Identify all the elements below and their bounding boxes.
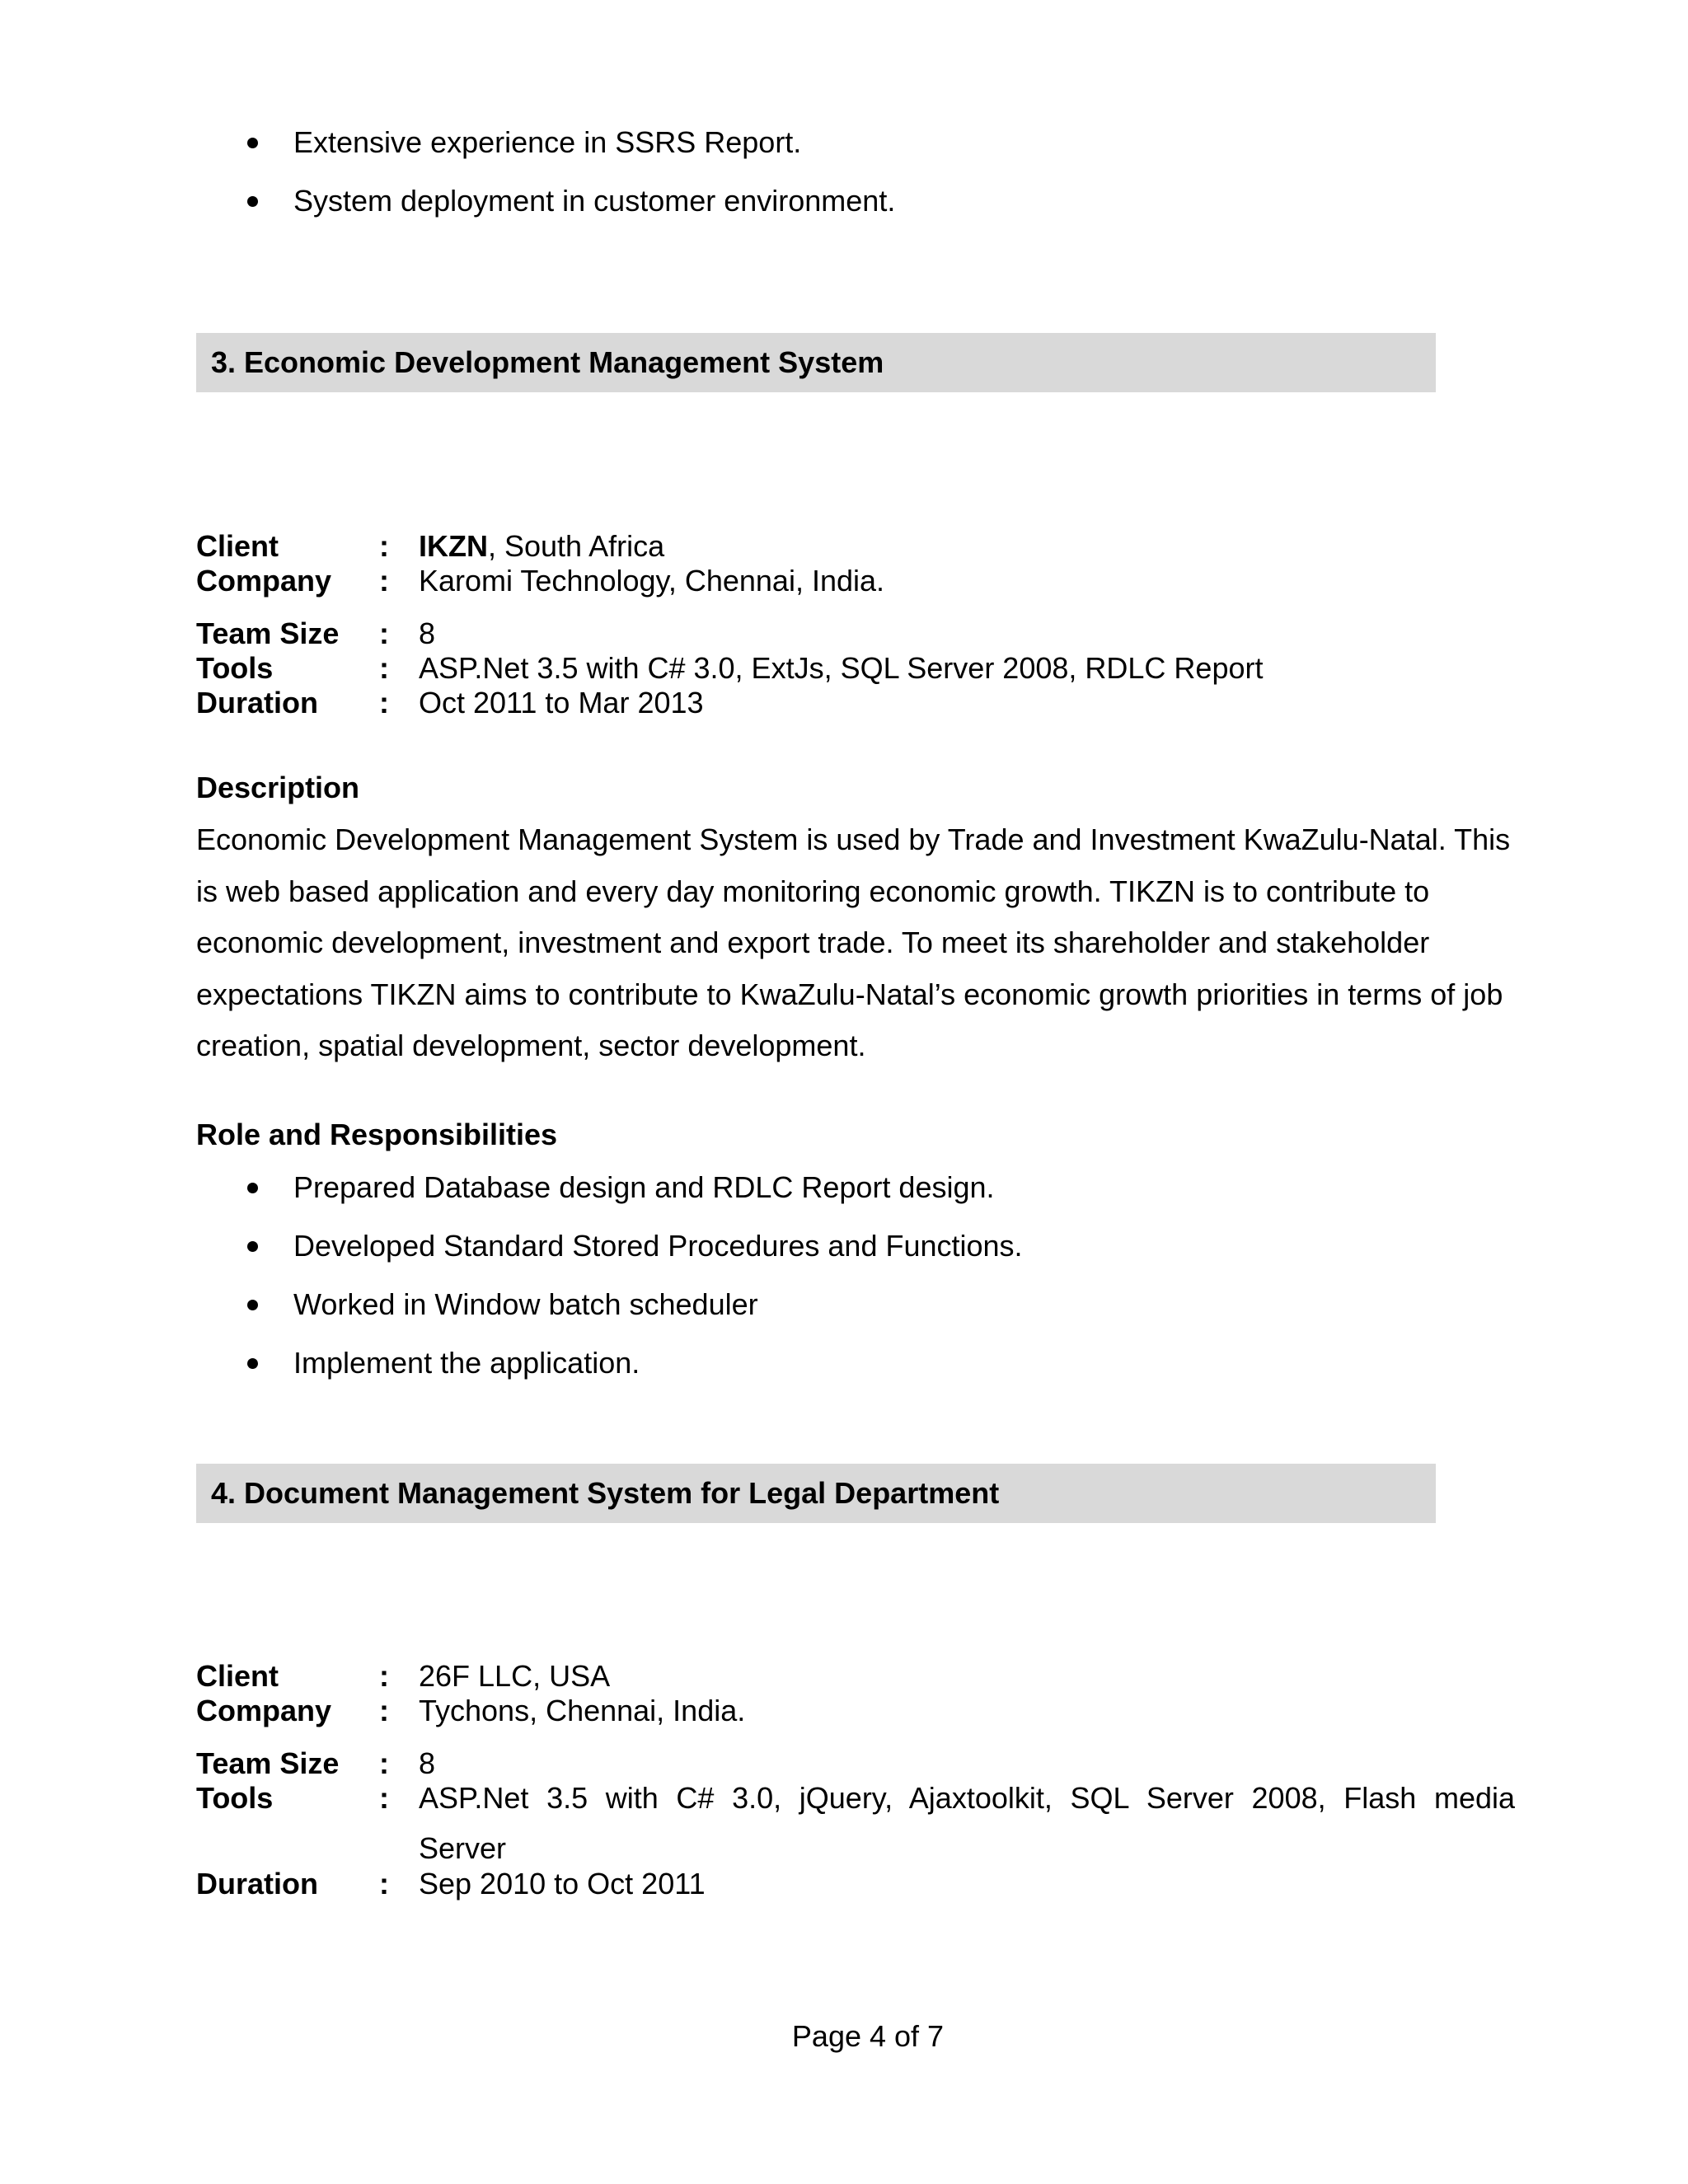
colon: : [379, 564, 389, 598]
client-country: , South Africa [488, 529, 665, 563]
colon: : [379, 529, 389, 563]
page-number: Page 4 of 7 [791, 2019, 945, 2053]
colon: : [379, 651, 389, 685]
duration-label: Duration [196, 1867, 318, 1900]
bullet-icon [247, 1183, 258, 1193]
section-header-project-4 [196, 1464, 1436, 1523]
team-size-label: Team Size [196, 1746, 340, 1780]
client-value [419, 529, 664, 564]
description-text: Economic Development Management System is used by Trade and Investment KwaZulu-Natal. This is web based application and every day monitoring economic growth. TIKZN is to contribute to economic development, investment and export trade. To meet its shareholder and stakeholder expectations TIKZN aims to contribute to KwaZulu-Natal’s economic growth priorities in terms of job creation, spatial development, sector development. [196, 823, 1511, 1062]
duration-value: Sep 2010 to Oct 2011 [419, 1867, 706, 1900]
section-title: 4. Document Management System for Legal Department [211, 1476, 1000, 1510]
list-item-text: Developed Standard Stored Procedures and Functions. [293, 1229, 1023, 1263]
company-value: Tychons, Chennai, India. [419, 1694, 746, 1727]
colon: : [379, 1746, 389, 1780]
bullet-icon [247, 138, 258, 148]
tools-value: ASP.Net 3.5 with C# 3.0, jQuery, Ajaxtoolkit, SQL Server 2008, Flash media [419, 1781, 1515, 1815]
list-item-text: Prepared Database design and RDLC Report design. [293, 1170, 995, 1204]
team-size-label: Team Size [196, 616, 340, 650]
duration-label: Duration [196, 686, 318, 719]
team-size-value: 8 [419, 1746, 436, 1780]
list-item-text: System deployment in customer environment. [293, 184, 896, 218]
colon: : [379, 1659, 389, 1693]
client-value: 26F LLC, USA [419, 1659, 611, 1693]
colon: : [379, 1694, 389, 1727]
team-size-value: 8 [419, 616, 436, 650]
colon: : [379, 1867, 389, 1900]
list-item-text: Worked in Window batch scheduler [293, 1287, 758, 1321]
colon: : [379, 1781, 389, 1815]
bullet-icon [247, 1241, 258, 1252]
colon: : [379, 616, 389, 650]
duration-value: Oct 2011 to Mar 2013 [419, 686, 704, 719]
description-heading: Description [196, 771, 360, 804]
tools-value-continued: Server [419, 1831, 507, 1865]
section-title: 3. Economic Development Management System [211, 345, 884, 379]
section-header-project-3 [196, 333, 1436, 392]
client-label: Client [196, 1659, 279, 1693]
company-label: Company [196, 1694, 332, 1727]
bullet-icon [247, 196, 258, 207]
bullet-icon [247, 1300, 258, 1310]
tools-label: Tools [196, 1781, 274, 1815]
client-name: IKZN [419, 529, 488, 563]
tools-label: Tools [196, 651, 274, 685]
bullet-icon [247, 1358, 258, 1369]
company-label: Company [196, 564, 332, 598]
company-value: Karomi Technology, Chennai, India. [419, 564, 885, 598]
client-label: Client [196, 529, 279, 563]
list-item-text: Implement the application. [293, 1346, 640, 1380]
list-item-text: Extensive experience in SSRS Report. [293, 125, 802, 159]
roles-heading: Role and Responsibilities [196, 1118, 558, 1151]
colon: : [379, 686, 389, 719]
tools-value: ASP.Net 3.5 with C# 3.0, ExtJs, SQL Server 2008, RDLC Report [419, 651, 1264, 685]
